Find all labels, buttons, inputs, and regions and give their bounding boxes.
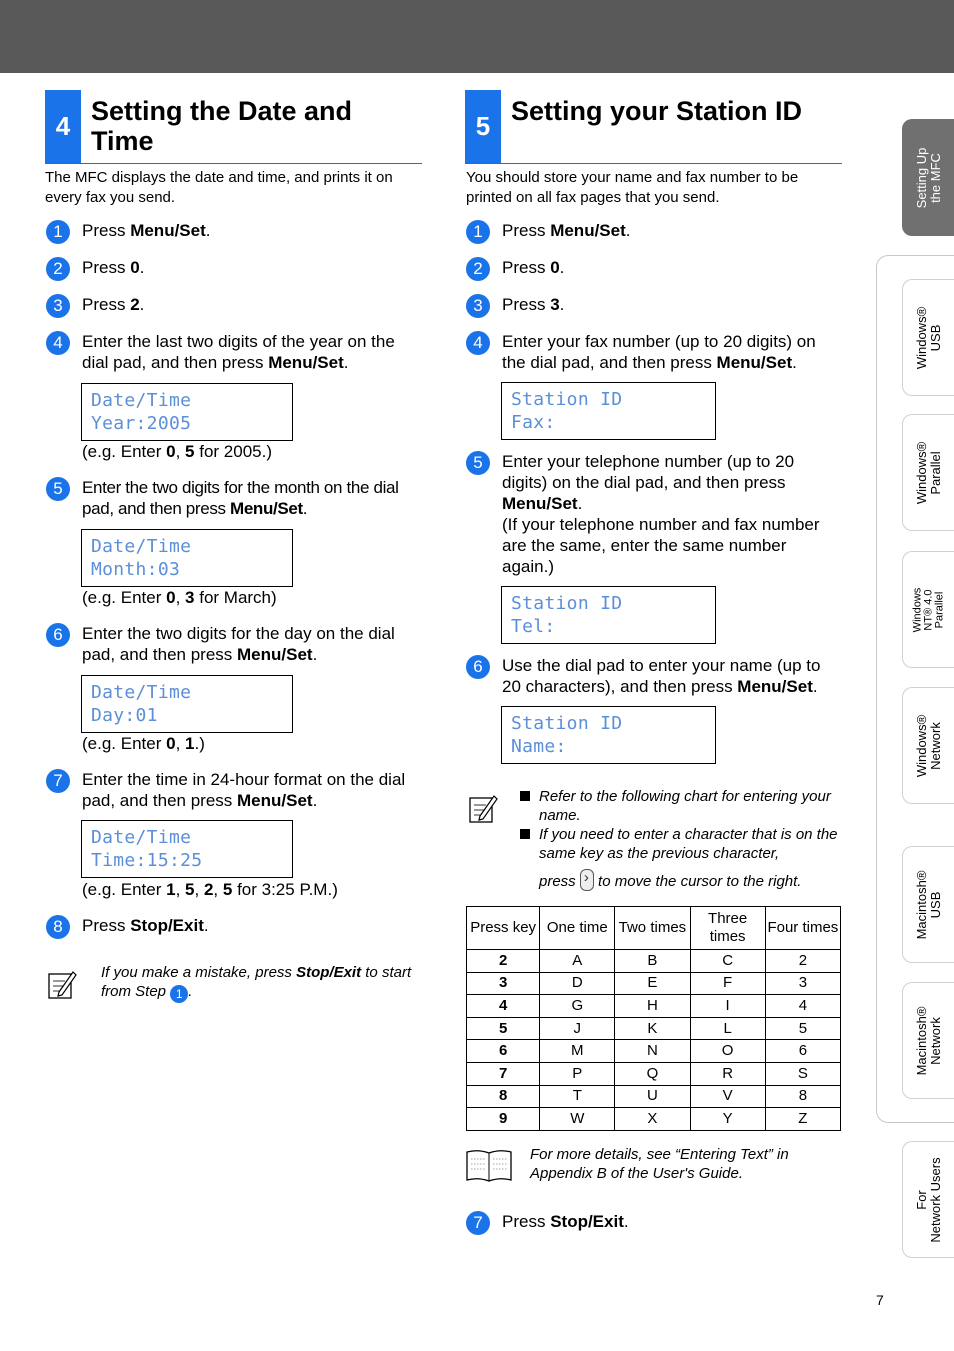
table-cell: 3 bbox=[765, 972, 840, 995]
section-intro: The MFC displays the date and time, and prints it on every fax you send. bbox=[45, 169, 393, 206]
table-cell: 5 bbox=[467, 1017, 540, 1040]
table-cell: E bbox=[615, 972, 690, 995]
step-text: Press 0. bbox=[502, 258, 565, 277]
table-cell: T bbox=[540, 1085, 615, 1108]
guide-reference-note: For more details, see “Entering Text” in Appendix B of the User's Guide. bbox=[530, 1146, 789, 1182]
lcd-display: Station ID Tel: bbox=[501, 586, 716, 644]
step-number-badge: 3 bbox=[466, 294, 490, 318]
table-cell: 6 bbox=[765, 1040, 840, 1063]
step-text: Press Stop/Exit. bbox=[502, 1212, 629, 1231]
table-cell: D bbox=[540, 972, 615, 995]
side-tab-setting-up[interactable]: Setting Up the MFC bbox=[902, 119, 954, 236]
table-row bbox=[467, 950, 841, 973]
lcd-display: Date/Time Day:01 bbox=[81, 675, 293, 733]
section-number: 5 bbox=[465, 90, 501, 163]
step-text: Enter the time in 24-hour format on the dial pad, and then press Menu/Set. bbox=[82, 770, 406, 810]
step-text: Press Menu/Set. bbox=[502, 221, 631, 240]
table-cell: W bbox=[540, 1108, 615, 1131]
lcd-display: Date/Time Time:15:25 bbox=[81, 820, 293, 878]
lcd-display: Station ID Fax: bbox=[501, 382, 716, 440]
step-text: Enter the two digits for the day on the dial pad, and then press Menu/Set. bbox=[82, 624, 395, 664]
side-tab-windows-network[interactable]: Windows® Network bbox=[902, 687, 954, 804]
step-number-badge: 4 bbox=[46, 331, 70, 355]
section-intro: You should store your name and fax number to be printed on all fax pages that you send. bbox=[466, 169, 799, 206]
note-pencil-icon bbox=[468, 792, 498, 824]
step-text: Enter your fax number (up to 20 digits) on the dial pad, and then press Menu/Set. bbox=[502, 332, 816, 372]
step-text: Enter your telephone number (up to 20 digits) on the dial pad, and then press Menu/Set. (If your telephone number and fax number are the same, enter the same number again.) bbox=[502, 452, 820, 576]
step-number-badge: 4 bbox=[466, 331, 490, 355]
step-text: Use the dial pad to enter your name (up to 20 characters), and then press Menu/Set. bbox=[502, 656, 821, 696]
table-cell: U bbox=[615, 1085, 690, 1108]
table-cell: M bbox=[540, 1040, 615, 1063]
section-number: 4 bbox=[45, 90, 81, 163]
table-cell: A bbox=[540, 950, 615, 973]
table-cell: N bbox=[615, 1040, 690, 1063]
table-row bbox=[467, 995, 841, 1018]
table-cell: V bbox=[690, 1085, 765, 1108]
section-title: Setting your Station ID bbox=[511, 96, 803, 126]
step-number-badge: 1 bbox=[46, 220, 70, 244]
example-text: (e.g. Enter 0, 3 for March) bbox=[82, 588, 277, 607]
table-cell: 7 bbox=[467, 1062, 540, 1085]
note-pencil-icon bbox=[47, 968, 77, 1000]
step-number-badge: 7 bbox=[46, 769, 70, 793]
table-cell: K bbox=[615, 1017, 690, 1040]
right-arrow-key-icon bbox=[580, 869, 594, 891]
table-cell: H bbox=[615, 995, 690, 1018]
step-reference-badge: 1 bbox=[170, 985, 188, 1003]
side-tab-network-users[interactable]: For Network Users bbox=[902, 1141, 954, 1258]
bullet-square-icon bbox=[520, 791, 530, 801]
table-cell: F bbox=[690, 972, 765, 995]
step-number-badge: 1 bbox=[466, 220, 490, 244]
table-cell: I bbox=[690, 995, 765, 1018]
step-number-badge: 5 bbox=[46, 477, 70, 501]
table-cell: 2 bbox=[467, 950, 540, 973]
table-cell: O bbox=[690, 1040, 765, 1063]
table-row bbox=[467, 1040, 841, 1063]
side-tab-windows-usb[interactable]: Windows® USB bbox=[902, 279, 954, 396]
table-cell: L bbox=[690, 1017, 765, 1040]
table-cell: Z bbox=[765, 1108, 840, 1131]
step-number-badge: 6 bbox=[466, 655, 490, 679]
table-cell: X bbox=[615, 1108, 690, 1131]
step-number-badge: 3 bbox=[46, 294, 70, 318]
table-cell: P bbox=[540, 1062, 615, 1085]
note-text: If you make a mistake, press Stop/Exit to start from Step 1 . bbox=[101, 964, 412, 1001]
page-number: 7 bbox=[876, 1292, 884, 1308]
step-text: Press Stop/Exit. bbox=[82, 916, 209, 935]
side-tab-macintosh-usb[interactable]: Macintosh® USB bbox=[902, 846, 954, 963]
column-header: Three times bbox=[690, 907, 765, 950]
side-tab-macintosh-network[interactable]: Macintosh® Network bbox=[902, 982, 954, 1099]
column-header: One time bbox=[540, 907, 615, 950]
step-number-badge: 6 bbox=[46, 623, 70, 647]
table-cell: 5 bbox=[765, 1017, 840, 1040]
column-header: Press key bbox=[467, 907, 540, 950]
step-number-badge: 2 bbox=[46, 257, 70, 281]
table-cell: S bbox=[765, 1062, 840, 1085]
section-5-header bbox=[465, 90, 842, 164]
step-text: Enter the two digits for the month on the dial pad, and then press Menu/Set. bbox=[82, 478, 399, 518]
table-cell: 6 bbox=[467, 1040, 540, 1063]
lcd-display: Date/Time Year:2005 bbox=[81, 383, 293, 441]
step-number-badge: 8 bbox=[46, 915, 70, 939]
step-number-badge: 7 bbox=[466, 1211, 490, 1235]
table-cell: 8 bbox=[765, 1085, 840, 1108]
character-entry-table bbox=[466, 906, 841, 1131]
step-text: Press 0. bbox=[82, 258, 145, 277]
step-text: Press 3. bbox=[502, 295, 565, 314]
table-cell: C bbox=[690, 950, 765, 973]
table-cell: 4 bbox=[467, 995, 540, 1018]
table-row bbox=[467, 1108, 841, 1131]
step-text: Press Menu/Set. bbox=[82, 221, 211, 240]
lcd-display: Station ID Name: bbox=[501, 706, 716, 764]
bullet-square-icon bbox=[520, 829, 530, 839]
side-tab-windows-parallel[interactable]: Windows® Parallel bbox=[902, 414, 954, 531]
table-cell: 4 bbox=[765, 995, 840, 1018]
table-cell: 2 bbox=[765, 950, 840, 973]
table-cell: Y bbox=[690, 1108, 765, 1131]
table-header-row bbox=[467, 907, 841, 950]
table-row bbox=[467, 1085, 841, 1108]
step-number-badge: 2 bbox=[466, 257, 490, 281]
header-bar bbox=[0, 0, 954, 73]
example-text: (e.g. Enter 0, 1.) bbox=[82, 734, 205, 753]
column-header: Two times bbox=[615, 907, 690, 950]
column-header: Four times bbox=[765, 907, 840, 950]
side-tab-windows-nt-parallel[interactable]: Windows NT® 4.0 Parallel bbox=[902, 551, 954, 668]
book-icon bbox=[465, 1148, 513, 1184]
table-cell: B bbox=[615, 950, 690, 973]
note-bullet-tail: press › to move the cursor to the right. bbox=[539, 869, 839, 891]
section-4-header bbox=[45, 90, 422, 164]
table-cell: 9 bbox=[467, 1108, 540, 1131]
table-cell: 8 bbox=[467, 1085, 540, 1108]
step-text: Press 2. bbox=[82, 295, 145, 314]
table-cell: G bbox=[540, 995, 615, 1018]
table-cell: Q bbox=[615, 1062, 690, 1085]
step-number-badge: 5 bbox=[466, 451, 490, 475]
table-cell: J bbox=[540, 1017, 615, 1040]
step-text: Enter the last two digits of the year on the dial pad, and then press Menu/Set. bbox=[82, 332, 395, 372]
example-text: (e.g. Enter 1, 5, 2, 5 for 3:25 P.M.) bbox=[82, 880, 338, 899]
lcd-display: Date/Time Month:03 bbox=[81, 529, 293, 587]
example-text: (e.g. Enter 0, 5 for 2005.) bbox=[82, 442, 272, 461]
table-cell: 3 bbox=[467, 972, 540, 995]
section-title: Setting the Date and Time bbox=[91, 96, 353, 156]
table-cell: R bbox=[690, 1062, 765, 1085]
table-row bbox=[467, 1062, 841, 1085]
table-row bbox=[467, 972, 841, 995]
table-row bbox=[467, 1017, 841, 1040]
